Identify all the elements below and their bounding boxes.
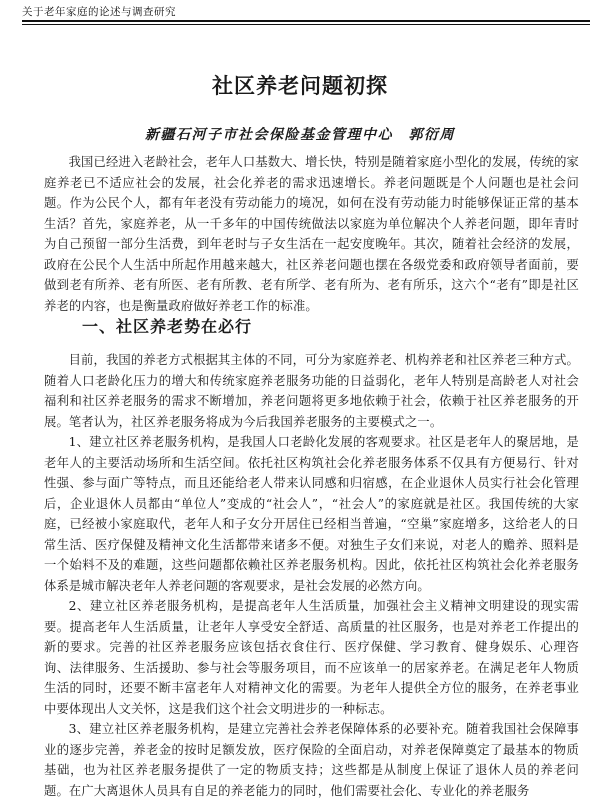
section-heading: 一、社区养老势在必行: [82, 317, 253, 336]
body-paragraph-2: 1、建立社区养老服务机构，是我国人口老龄化发展的客观要求。社区是老年人的聚居地，是老年人的主要活动场所和生活空间。依托社区构筑社会化养老服务体系不仅具有方便易行、针对性强、参与面广等特点，而且还能给老人带来认同感和归宿感，在企业退休人员实行社会化管理后，企业退休人员都由“单位人”变成的“社会人”，“社会人”的家庭就是社区。我国传统的大家庭，已经被小家庭取代，老年人和子女分开居住已经相当普遍，“空巢”家庭增多，这给老人的日常生活、医疗保健及精神文化生活都带来诸多不便。对独生子女们来说，对老人的赡养、照料是一个始料不及的难题，这些问题都依赖社区养老服务机构。因此，依托社区构筑社会化养老服务体系是城市解决老年人养老问题的客观要求，是社会发展的必然方向。: [44, 435, 579, 593]
header-rule-thick: [22, 20, 590, 22]
intro-text: [44, 152, 579, 316]
section-body: [44, 350, 579, 801]
intro-paragraph: 我国已经进入老龄社会，老年人口基数大、增长快，特别是随着家庭小型化的发展，传统的家庭养老已不适应社会的发展，社会化养老的需求迅速增长。养老问题既是个人问题也是社会问题。作为公民个人，都有年老没有劳动能力的境况，如何在没有劳动能力时能够保证正常的基本生活？首先，家庭养老，从一千多年的中国传统做法以家庭为单位解决个人养老问题，即年青时为自己预留一部分生活费，到年老时与子女生活在一起安度晚年。其次，随着社会经济的发展，政府在公民个人生活中所起作用越来越大，社区养老问题也摆在各级党委和政府领导者面前，要做到老有所养、老有所医、老有所教、老有所学、老有所为、老有所乐，这六个“老有”即是社区养老的内容，也是衡量政府做好养老工作的标准。: [44, 155, 579, 313]
body-paragraph-1: 目前，我国的养老方式根据其主体的不同，可分为家庭养老、机构养老和社区养老三种方式。随着人口老龄化压力的增大和传统家庭养老服务功能的日益弱化，老年人特别是高龄老人对社会福利和社区养老服务的需求不断增加，养老问题将更多地依赖于社会，依赖于社区养老服务的开展。笔者认为，社区养老服务将成为今后我国养老服务的主要模式之一。: [44, 353, 579, 429]
author-affiliation: 新疆石河子市社会保险基金管理中心 郭衍周: [145, 127, 455, 143]
running-head: 关于老年家庭的论述与调查研究: [22, 6, 176, 18]
header-rule-thin: [22, 24, 590, 25]
article-title: 社区养老问题初探: [212, 74, 388, 98]
body-paragraph-3: 2、建立社区养老服务机构，是提高老年人生活质量，加强社会主义精神文明建设的现实需要。提高老年人生活质量，让老年人享受安全舒适、高质量的社区服务，也是对养老工作提出的新的要求。完善的社区养老服务应该包括衣食住行、医疗保健、学习教育、健身娱乐、心理咨询、法律服务、生活援助、参与社会等服务项目，而不应该单一的居家养老。在满足老年人物质生活的同时，还要不断丰富老年人对精神文化的需要。为老年人提供全方位的服务，在养老事业中要体现出人文关怀，这是我们这个社会文明进步的一种标志。: [44, 599, 579, 716]
body-paragraph-4: 3、建立社区养老服务机构，是建立完善社会养老保障体系的必要补充。随着我国社会保障事业的逐步完善，养老金的按时足额发放，医疗保险的全面启动，对养老保障奠定了最基本的物质基础，也为社区养老服务提供了一定的物质支持；这些都是从制度上保证了退休人员的养老问题。在广大离退休人员具有自足的养老能力的同时，他们需要社会化、专业化的养老服务: [44, 722, 579, 798]
